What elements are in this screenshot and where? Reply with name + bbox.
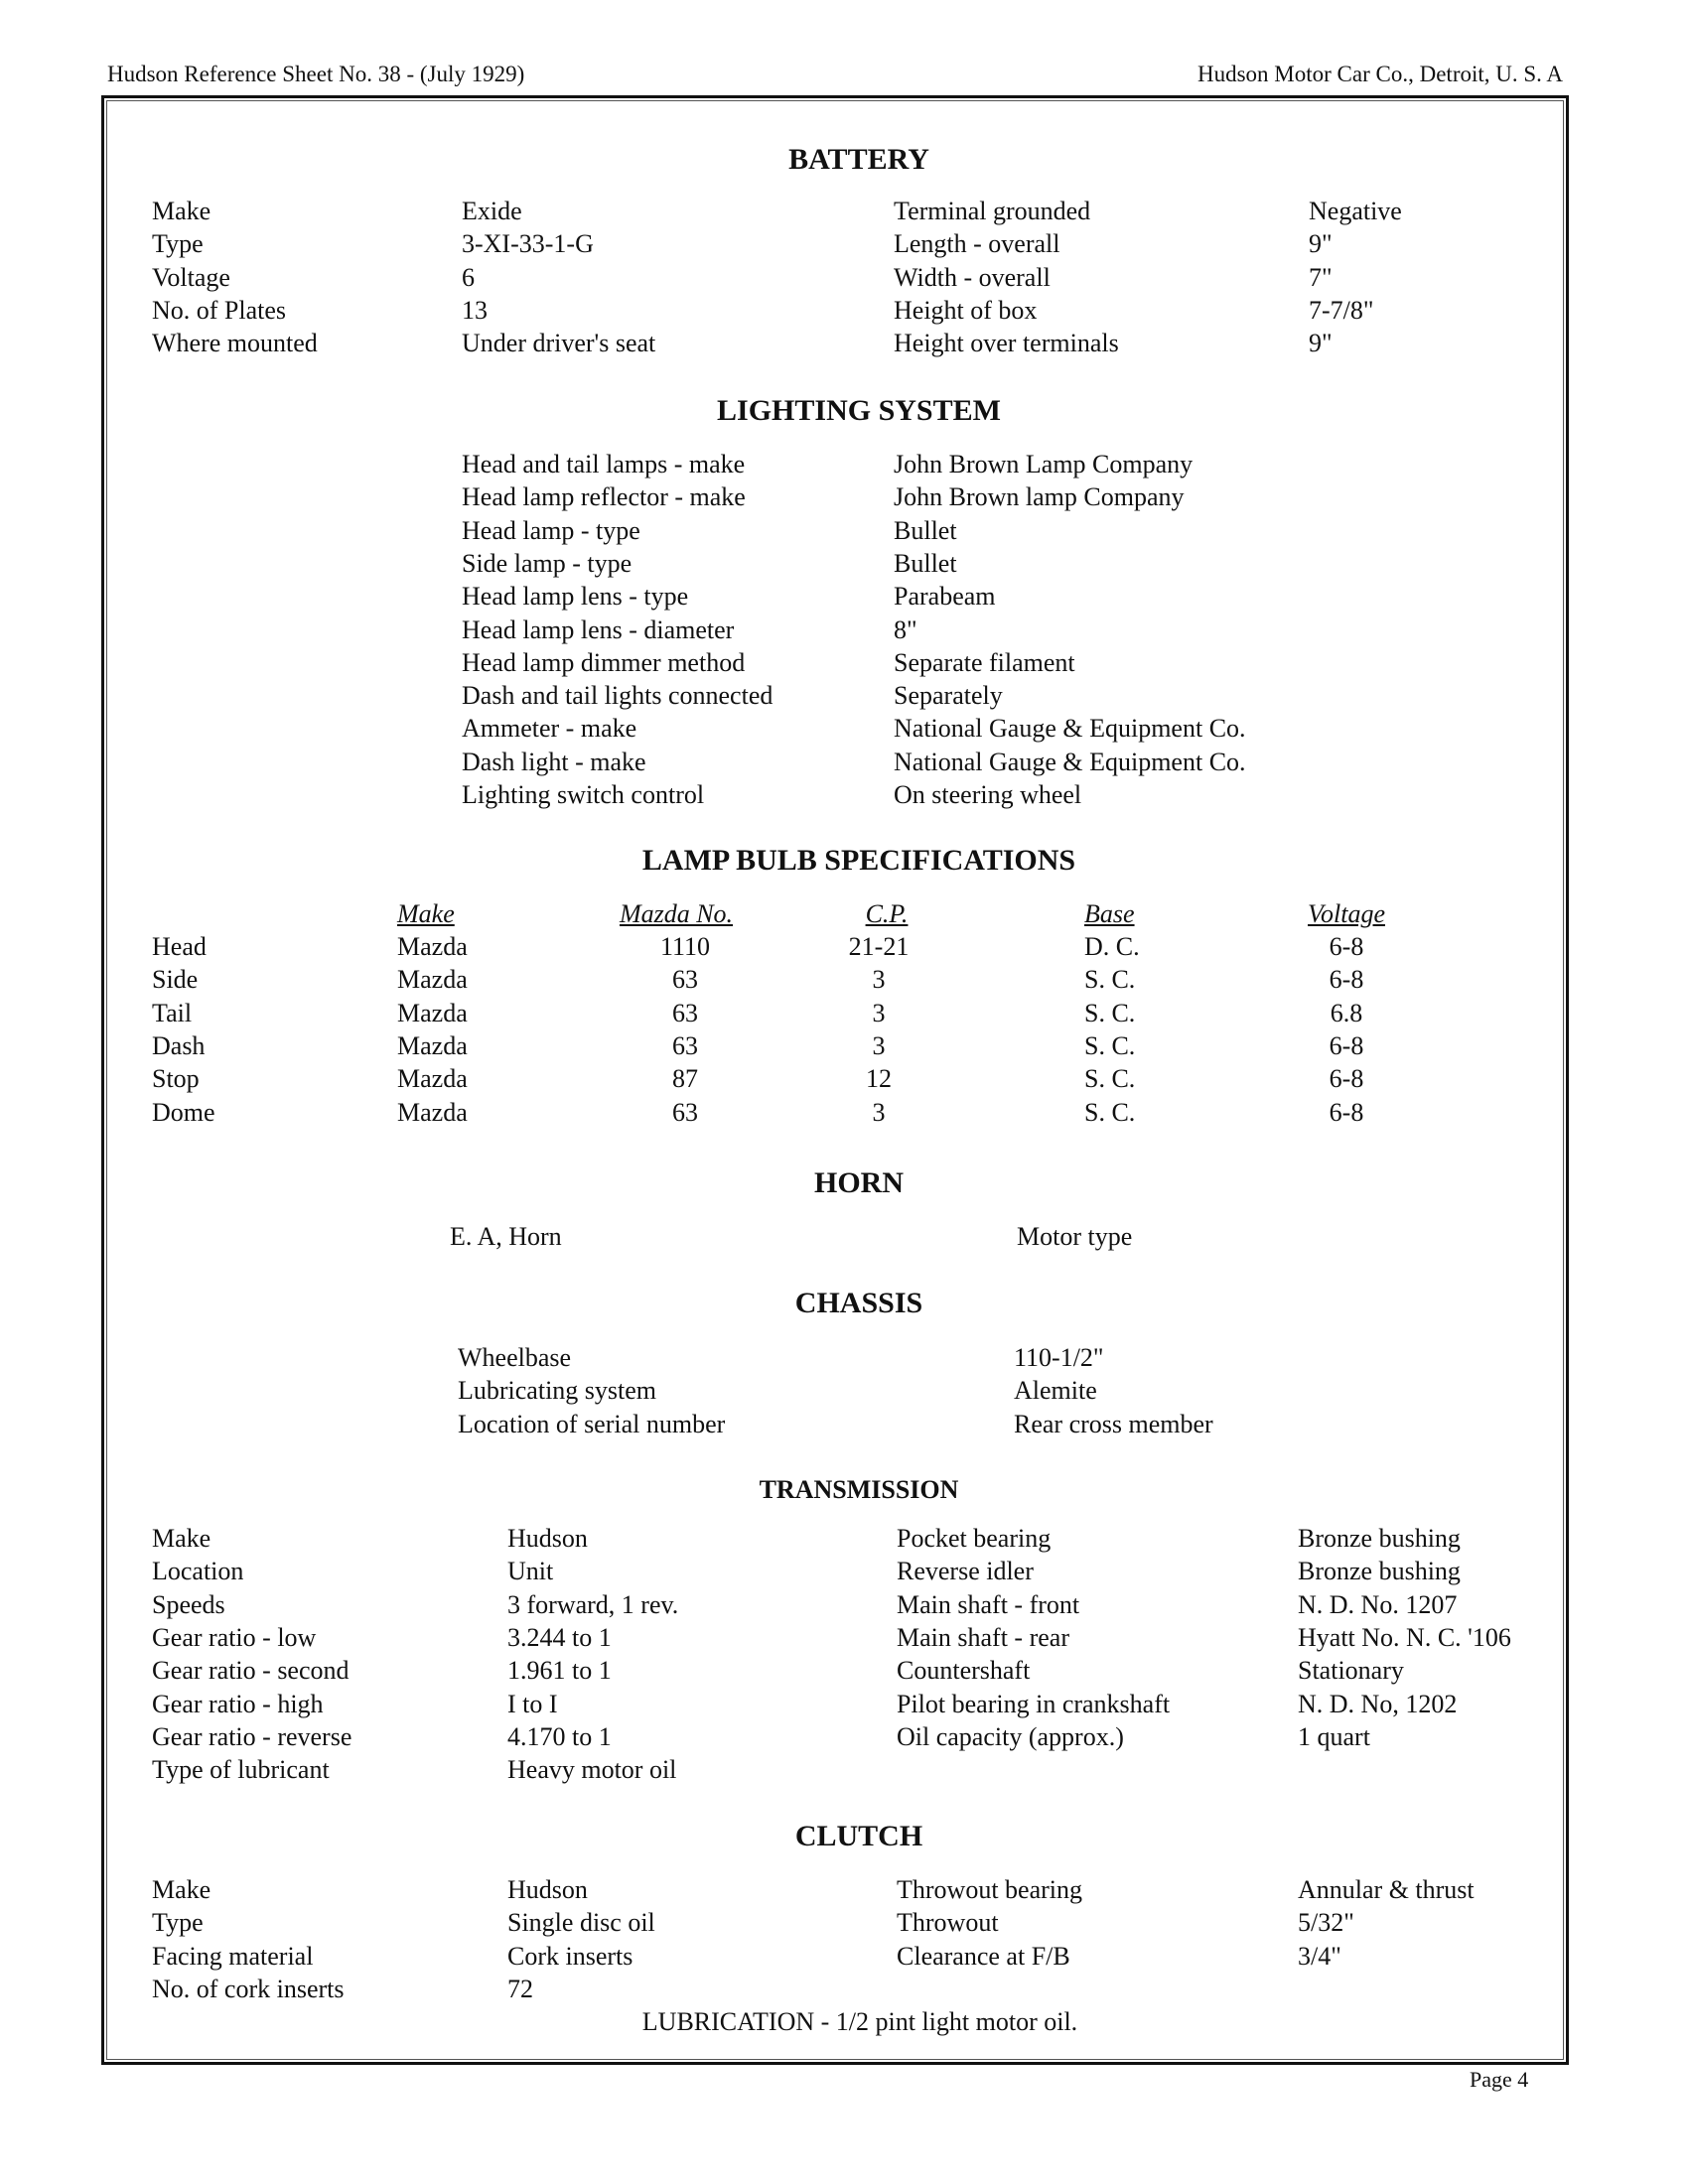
bulbs-cell: Stop (152, 1064, 200, 1094)
transmission-title: TRANSMISSION (759, 1475, 959, 1504)
battery-cell: 3-XI-33-1-G (462, 229, 594, 259)
bulbs-column-header: Mazda No. (619, 899, 734, 928)
chassis-cell: Rear cross member (1014, 1409, 1213, 1438)
bulbs-cell: D. C. (1084, 932, 1140, 961)
bulbs-cell: 1110 (659, 932, 711, 961)
clutch-cell: Throwout (897, 1908, 999, 1938)
transmission-cell: Gear ratio - low (152, 1622, 317, 1652)
bulbs-cell: Dash (152, 1030, 206, 1060)
bulbs-cell: 3 (872, 1097, 886, 1127)
battery-cell: 13 (462, 295, 488, 325)
transmission-cell: Bronze bushing (1298, 1524, 1461, 1553)
bulbs-cell: 3 (872, 1030, 886, 1060)
clutch-cell: Make (152, 1875, 211, 1904)
transmission-cell: N. D. No. 1207 (1298, 1589, 1458, 1619)
transmission-cell: I to I (507, 1689, 558, 1718)
bulbs-cell: S. C. (1084, 1097, 1136, 1127)
clutch-cell: Cork inserts (507, 1941, 633, 1971)
transmission-cell: 3 forward, 1 rev. (507, 1589, 679, 1619)
transmission-cell: Hudson (507, 1524, 588, 1553)
lighting-cell: Head lamp - type (462, 515, 640, 545)
bulbs-cell: Dome (152, 1097, 215, 1127)
lighting-cell: Ammeter - make (462, 714, 637, 744)
bulbs-cell: 6.8 (1330, 998, 1363, 1027)
chassis-cell: Wheelbase (458, 1343, 572, 1372)
bulbs-cell: 21-21 (848, 932, 910, 961)
bulbs-cell: 6-8 (1329, 965, 1364, 995)
lighting-cell: Dash and tail lights connected (462, 681, 774, 711)
header-left: Hudson Reference Sheet No. 38 - (July 1929) (107, 62, 525, 86)
clutch-cell: Annular & thrust (1298, 1875, 1475, 1904)
transmission-cell: Pocket bearing (897, 1524, 1052, 1553)
clutch-cell: Single disc oil (507, 1908, 655, 1938)
lighting-cell: 8" (894, 614, 917, 644)
battery-cell: Negative (1309, 197, 1402, 225)
battery-cell: 7-7/8" (1309, 295, 1374, 325)
battery-cell: No. of Plates (152, 295, 287, 325)
battery-cell: 6 (462, 262, 475, 292)
battery-cell: 7" (1309, 262, 1333, 292)
transmission-cell: Location (152, 1557, 244, 1586)
bulbs-cell: Mazda (397, 1097, 468, 1127)
transmission-cell: Type of lubricant (152, 1755, 330, 1785)
clutch-cell: Hudson (507, 1875, 588, 1904)
transmission-cell: Countershaft (897, 1656, 1031, 1686)
battery-cell: Terminal grounded (894, 197, 1091, 225)
battery-cell: Make (152, 197, 211, 225)
battery-cell: Width - overall (894, 262, 1051, 292)
transmission-cell: Hyatt No. N. C. '106 (1298, 1622, 1511, 1652)
transmission-cell: Gear ratio - second (152, 1656, 350, 1686)
bulbs-cell: S. C. (1084, 1064, 1136, 1094)
clutch-cell: Throwout bearing (897, 1875, 1083, 1904)
bulbs-cell: Mazda (397, 1030, 468, 1060)
battery-cell: Height over terminals (894, 329, 1119, 358)
bulbs-column-header: C.P. (865, 899, 909, 928)
battery-cell: Type (152, 229, 204, 259)
horn-cell: E. A, Horn (450, 1222, 562, 1251)
bulbs-cell: 6-8 (1329, 1064, 1364, 1094)
battery-cell: Voltage (152, 262, 230, 292)
battery-cell: Where mounted (152, 329, 318, 358)
bulbs-cell: 6-8 (1329, 932, 1364, 961)
lighting-cell: Head lamp lens - type (462, 582, 689, 612)
bulbs-cell: 3 (872, 965, 886, 995)
transmission-cell: Gear ratio - high (152, 1689, 324, 1718)
bulbs-cell: 3 (872, 998, 886, 1027)
lighting-cell: On steering wheel (894, 780, 1082, 809)
transmission-cell: Main shaft - rear (897, 1622, 1069, 1652)
transmission-cell: Unit (507, 1557, 554, 1586)
clutch-cell: Clearance at F/B (897, 1941, 1070, 1971)
transmission-cell: Main shaft - front (897, 1589, 1080, 1619)
chassis-cell: Alemite (1014, 1376, 1097, 1406)
battery-cell: Under driver's seat (462, 329, 656, 358)
clutch-cell: Facing material (152, 1941, 314, 1971)
transmission-cell: Make (152, 1524, 211, 1553)
lighting-cell: National Gauge & Equipment Co. (894, 747, 1246, 776)
chassis-cell: 110-1/2" (1014, 1343, 1104, 1372)
header-right: Hudson Motor Car Co., Detroit, U. S. A (1197, 62, 1563, 86)
clutch-cell: Type (152, 1908, 204, 1938)
bulbs-cell: Side (152, 965, 199, 995)
chassis-cell: Location of serial number (458, 1409, 726, 1438)
page-number: Page 4 (1470, 2067, 1529, 2092)
bulbs-cell: Tail (152, 998, 193, 1027)
bulbs-column-header: Base (1084, 899, 1135, 928)
lighting-title: LIGHTING SYSTEM (717, 394, 1001, 427)
bulbs-cell: 63 (672, 1097, 698, 1127)
battery-cell: Length - overall (894, 229, 1060, 259)
transmission-cell: Bronze bushing (1298, 1557, 1461, 1586)
clutch-cell: 3/4" (1298, 1941, 1341, 1971)
lighting-cell: John Brown Lamp Company (894, 450, 1194, 478)
battery-cell: Height of box (894, 295, 1038, 325)
bulbs-cell: 63 (672, 998, 698, 1027)
battery-title: BATTERY (788, 143, 929, 176)
transmission-cell: 4.170 to 1 (507, 1721, 612, 1751)
bulbs-cell: 87 (672, 1064, 698, 1094)
bulbs-cell: Mazda (397, 998, 468, 1027)
transmission-cell: 1.961 to 1 (507, 1656, 612, 1686)
lighting-cell: National Gauge & Equipment Co. (894, 714, 1246, 744)
bulbs-cell: S. C. (1084, 965, 1136, 995)
lighting-cell: Dash light - make (462, 747, 646, 776)
horn-cell: Motor type (1017, 1222, 1133, 1251)
lighting-cell: Head lamp reflector - make (462, 482, 746, 512)
bulbs-column-header: Make (397, 899, 455, 928)
battery-cell: Exide (462, 197, 522, 225)
lighting-cell: Lighting switch control (462, 780, 705, 809)
lighting-cell: Bullet (894, 515, 957, 545)
lubrication-note: LUBRICATION - 1/2 pint light motor oil. (641, 2007, 1078, 2036)
clutch-title: CLUTCH (794, 1820, 923, 1852)
chassis-cell: Lubricating system (458, 1376, 657, 1406)
transmission-cell: N. D. No, 1202 (1298, 1689, 1458, 1718)
bulbs-cell: Mazda (397, 965, 468, 995)
lighting-cell: Head lamp lens - diameter (462, 614, 735, 644)
bulbs-cell: Mazda (397, 1064, 468, 1094)
lighting-cell: Parabeam (894, 582, 996, 612)
bulbs-cell: 6-8 (1329, 1097, 1364, 1127)
chassis-title: CHASSIS (794, 1287, 923, 1319)
bulbs-cell: 12 (866, 1064, 892, 1094)
transmission-cell: Reverse idler (897, 1557, 1034, 1586)
transmission-cell: Gear ratio - reverse (152, 1721, 352, 1751)
transmission-cell: 3.244 to 1 (507, 1622, 612, 1652)
bulbs-cell: 63 (672, 1030, 698, 1060)
battery-cell: 9" (1309, 329, 1333, 358)
bulbs-cell: S. C. (1084, 998, 1136, 1027)
bulbs-cell: S. C. (1084, 1030, 1136, 1060)
clutch-cell: 5/32" (1298, 1908, 1354, 1938)
bulbs-cell: 6-8 (1329, 1030, 1364, 1060)
bulbs-title: LAMP BULB SPECIFICATIONS (641, 844, 1076, 877)
bulbs-cell: Head (152, 932, 207, 961)
transmission-cell: Oil capacity (approx.) (897, 1721, 1124, 1751)
clutch-cell: 72 (507, 1974, 533, 2003)
bulbs-cell: 63 (672, 965, 698, 995)
lighting-cell: Bullet (894, 548, 957, 578)
horn-title: HORN (814, 1166, 904, 1199)
transmission-cell: Heavy motor oil (507, 1755, 677, 1785)
transmission-cell: Stationary (1298, 1656, 1404, 1686)
transmission-cell: Speeds (152, 1589, 225, 1619)
bulbs-column-header: Voltage (1308, 899, 1385, 928)
bulbs-cell: Mazda (397, 932, 468, 961)
battery-cell: 9" (1309, 229, 1333, 259)
lighting-cell: John Brown lamp Company (894, 482, 1185, 512)
transmission-cell: 1 quart (1298, 1721, 1370, 1751)
clutch-cell: No. of cork inserts (152, 1974, 345, 2003)
lighting-cell: Head and tail lamps - make (462, 450, 746, 478)
lighting-cell: Side lamp - type (462, 548, 633, 578)
lighting-cell: Separate filament (894, 647, 1075, 677)
lighting-cell: Separately (894, 681, 1003, 711)
lighting-cell: Head lamp dimmer method (462, 647, 746, 677)
transmission-cell: Pilot bearing in crankshaft (897, 1689, 1171, 1718)
